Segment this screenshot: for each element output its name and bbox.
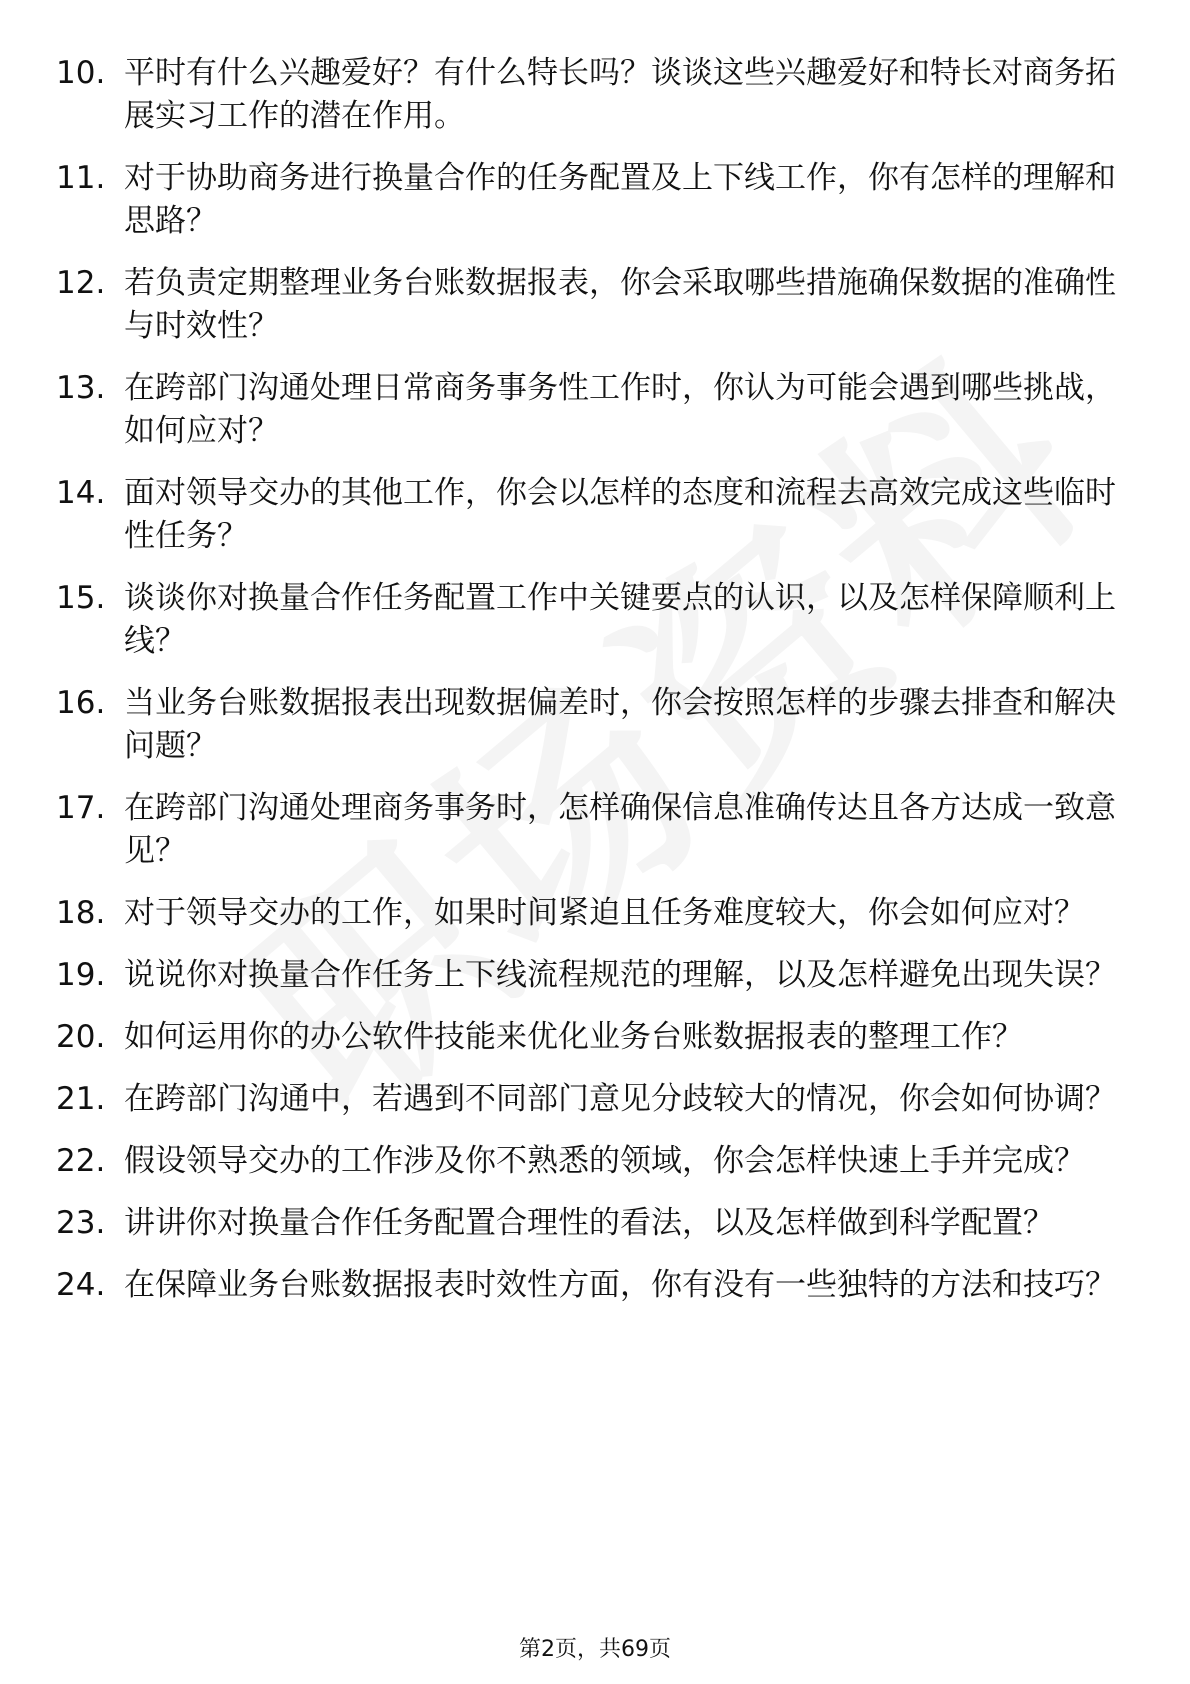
question-text: 讲讲你对换量合作任务配置合理性的看法，以及怎样做到科学配置？ bbox=[124, 1205, 1054, 1241]
page-number-label: 第2页，共69页 bbox=[519, 1637, 671, 1662]
question-text: 在跨部门沟通处理商务事务时，怎样确保信息准确传达且各方达成一致意见？ bbox=[124, 790, 1116, 869]
question-item bbox=[56, 52, 1136, 138]
question-item bbox=[56, 472, 1136, 558]
question-item bbox=[56, 1264, 1136, 1307]
question-item bbox=[56, 1016, 1136, 1059]
question-text: 对于领导交办的工作，如果时间紧迫且任务难度较大，你会如何应对？ bbox=[124, 895, 1085, 931]
question-number: 15. bbox=[56, 580, 106, 616]
question-item bbox=[56, 787, 1136, 873]
question-number: 16. bbox=[56, 685, 106, 721]
question-item bbox=[56, 577, 1136, 663]
question-list bbox=[56, 52, 1136, 1326]
question-text: 在跨部门沟通处理日常商务事务性工作时，你认为可能会遇到哪些挑战，如何应对？ bbox=[124, 370, 1116, 449]
question-text: 平时有什么兴趣爱好？有什么特长吗？谈谈这些兴趣爱好和特长对商务拓展实习工作的潜在作用。 bbox=[124, 55, 1116, 134]
question-text: 面对领导交办的其他工作，你会以怎样的态度和流程去高效完成这些临时性任务？ bbox=[124, 475, 1116, 554]
question-number: 19. bbox=[56, 957, 106, 993]
question-item bbox=[56, 262, 1136, 348]
question-text: 若负责定期整理业务台账数据报表，你会采取哪些措施确保数据的准确性与时效性？ bbox=[124, 265, 1116, 344]
question-item bbox=[56, 1078, 1136, 1121]
question-number: 14. bbox=[56, 475, 106, 511]
question-text: 谈谈你对换量合作任务配置工作中关键要点的认识，以及怎样保障顺利上线？ bbox=[124, 580, 1116, 659]
question-number: 10. bbox=[56, 55, 106, 91]
page-footer bbox=[0, 1636, 1190, 1664]
question-item bbox=[56, 1202, 1136, 1245]
question-number: 21. bbox=[56, 1081, 106, 1117]
question-text: 假设领导交办的工作涉及你不熟悉的领域，你会怎样快速上手并完成？ bbox=[124, 1143, 1085, 1179]
question-number: 22. bbox=[56, 1143, 106, 1179]
question-text: 说说你对换量合作任务上下线流程规范的理解，以及怎样避免出现失误？ bbox=[124, 957, 1116, 993]
question-number: 17. bbox=[56, 790, 106, 826]
question-item bbox=[56, 157, 1136, 243]
question-number: 24. bbox=[56, 1267, 106, 1303]
question-number: 12. bbox=[56, 265, 106, 301]
question-item bbox=[56, 367, 1136, 453]
question-item bbox=[56, 682, 1136, 768]
question-number: 18. bbox=[56, 895, 106, 931]
question-text: 如何运用你的办公软件技能来优化业务台账数据报表的整理工作？ bbox=[124, 1019, 1023, 1055]
question-number: 23. bbox=[56, 1205, 106, 1241]
question-number: 11. bbox=[56, 160, 106, 196]
question-number: 20. bbox=[56, 1019, 106, 1055]
question-item bbox=[56, 954, 1136, 997]
question-number: 13. bbox=[56, 370, 106, 406]
question-text: 在保障业务台账数据报表时效性方面，你有没有一些独特的方法和技巧？ bbox=[124, 1267, 1116, 1303]
question-text: 在跨部门沟通中，若遇到不同部门意见分歧较大的情况，你会如何协调？ bbox=[124, 1081, 1116, 1117]
question-item bbox=[56, 1140, 1136, 1183]
question-text: 当业务台账数据报表出现数据偏差时，你会按照怎样的步骤去排查和解决问题？ bbox=[124, 685, 1116, 764]
question-item bbox=[56, 892, 1136, 935]
question-text: 对于协助商务进行换量合作的任务配置及上下线工作，你有怎样的理解和思路？ bbox=[124, 160, 1116, 239]
